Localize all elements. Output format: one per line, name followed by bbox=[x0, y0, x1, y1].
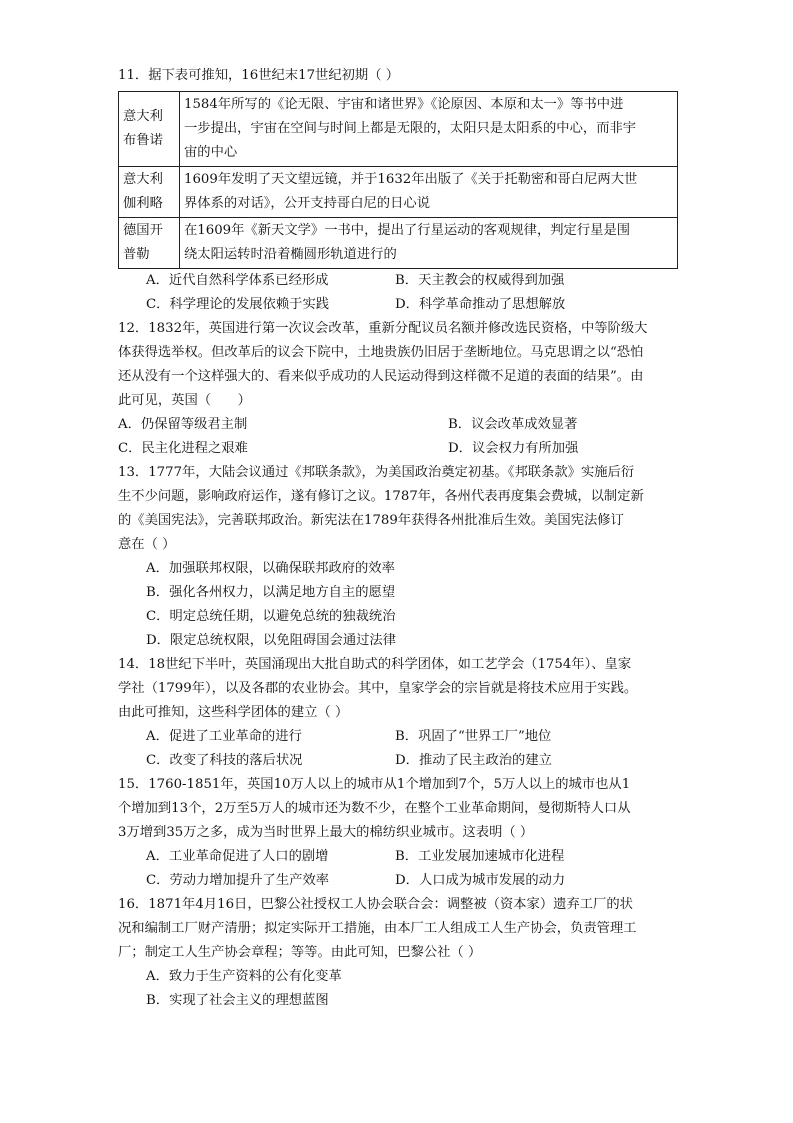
question-13 bbox=[118, 461, 678, 653]
option-b[interactable]: B．天主教会的权威得到加强 bbox=[395, 273, 565, 288]
option-c[interactable]: C．民主化进程之艰难 bbox=[118, 441, 248, 456]
option-a[interactable]: A．加强联邦权限，以确保联邦政府的效率 bbox=[146, 561, 395, 576]
question-stem: 11．据下表可推知，16世纪末17世纪初期（ ） bbox=[118, 68, 400, 83]
table-cell-description: 1609年发明了天文望远镜，并于1632年出版了《关于托勒密和哥白尼两大世 界体系的对话》，公开支持哥白尼的日心说 bbox=[180, 167, 678, 218]
option-d[interactable]: D．议会权力有所加强 bbox=[448, 441, 579, 456]
question-text-line: 意在（ ） bbox=[118, 537, 176, 552]
table-row bbox=[119, 167, 678, 218]
question-text-line: 生不少问题，影响政府运作，遂有修订之议。1787年，各州代表再度集会费城，以制定新 bbox=[118, 489, 644, 504]
table-cell-description: 1584年所写的《论无限、宇宙和诸世界》《论原因、本原和太一》等书中进 一步提出，宇宙在空间与时间上都是无限的，太阳只是太阳系的中心，而非宇 宙的中心 bbox=[180, 92, 678, 167]
question-text-line: 由此可推知，这些科学团体的建立（ ） bbox=[118, 705, 349, 720]
option-a[interactable]: A．仍保留等级君主制 bbox=[118, 417, 248, 432]
exam-page bbox=[118, 64, 678, 1013]
option-b[interactable]: B．工业发展加速城市化进程 bbox=[395, 849, 565, 864]
table-cell-description: 在1609年《新天文学》一书中，提出了行星运动的客观规律，判定行星是围 绕太阳运转时沿着椭圆形轨道进行的 bbox=[180, 218, 678, 269]
question-text-line: 3万增到35万之多，成为当时世界上最大的棉纺织业城市。这表明（ ） bbox=[118, 825, 534, 840]
option-row bbox=[118, 269, 678, 293]
option-row bbox=[118, 293, 678, 317]
question-text-line: 12．1832年，英国进行第一次议会改革，重新分配议员名额并修改选民资格，中等阶级大 bbox=[118, 321, 648, 336]
option-b[interactable]: B．实现了社会主义的理想蓝图 bbox=[146, 993, 329, 1008]
option-row bbox=[118, 869, 678, 893]
table-row bbox=[119, 218, 678, 269]
q11-table bbox=[118, 91, 678, 269]
table-row bbox=[119, 92, 678, 167]
question-text-line: 的《美国宪法》，完善联邦政治。新宪法在1789年获得各州批准后生效。美国宪法修订 bbox=[118, 513, 624, 528]
option-c[interactable]: C．改变了科技的落后状况 bbox=[146, 753, 303, 768]
option-d[interactable]: D．推动了民主政治的建立 bbox=[395, 753, 552, 768]
question-text-line: 个增加到13个，2万至5万人的城市还为数不少，在整个工业革命期间，曼彻斯特人口从 bbox=[118, 801, 631, 816]
question-text-line: 14．18世纪下半叶，英国涌现出大批自助式的科学团体，如工艺学会（1754年）、皇家 bbox=[118, 657, 632, 672]
question-text-line: 还从没有一个这样强大的、看来似乎成功的人民运动得到这样微不足道的表面的结果”。由 bbox=[118, 369, 644, 384]
question-text-line: 15．1760-1851年，英国10万人以上的城市从1个增加到7个，5万人以上的城市也从1 bbox=[118, 777, 631, 792]
option-row bbox=[118, 845, 678, 869]
option-d[interactable]: D．人口成为城市发展的动力 bbox=[395, 873, 566, 888]
option-a[interactable]: A．致力于生产资料的公有化变革 bbox=[146, 969, 342, 984]
question-14 bbox=[118, 653, 678, 773]
option-b[interactable]: B．强化各州权力，以满足地方自主的愿望 bbox=[146, 585, 396, 600]
question-text-line: 况和编制工厂财产清册；拟定实际开工措施，由本厂工人组成工人生产协会，负责管理工 bbox=[118, 921, 637, 936]
question-12 bbox=[118, 317, 678, 461]
option-a[interactable]: A．促进了工业革命的进行 bbox=[146, 729, 302, 744]
question-15 bbox=[118, 773, 678, 893]
question-16 bbox=[118, 893, 678, 1013]
option-row bbox=[118, 749, 678, 773]
option-row bbox=[118, 437, 678, 461]
option-b[interactable]: B．议会改革成效显著 bbox=[448, 417, 578, 432]
option-row bbox=[118, 725, 678, 749]
option-a[interactable]: A．工业革命促进了人口的剧增 bbox=[146, 849, 329, 864]
option-d[interactable]: D．科学革命推动了思想解放 bbox=[395, 297, 566, 312]
option-d[interactable]: D．限定总统权限，以免阻碍国会通过法律 bbox=[146, 633, 397, 648]
option-row bbox=[118, 413, 678, 437]
table-cell-person: 德国开 普勒 bbox=[119, 218, 180, 269]
option-b[interactable]: B．巩固了“世界工厂”地位 bbox=[395, 729, 552, 744]
question-text-line: 体获得选举权。但改革后的议会下院中，土地贵族仍旧居于垄断地位。马克思谓之以“恐怕 bbox=[118, 345, 644, 360]
table-cell-person: 意大利 伽利略 bbox=[119, 167, 180, 218]
question-text-line: 学社（1799年），以及各郡的农业协会。其中，皇家学会的宗旨就是将技术应用于实践。 bbox=[118, 681, 638, 696]
option-a[interactable]: A．近代自然科学体系已经形成 bbox=[146, 273, 329, 288]
option-c[interactable]: C．科学理论的发展依赖于实践 bbox=[146, 297, 330, 312]
question-text-line: 13．1777年，大陆会议通过《邦联条款》，为美国政治奠定初基。《邦联条款》实施后衍 bbox=[118, 465, 635, 480]
option-c[interactable]: C．明定总统任期，以避免总统的独裁统治 bbox=[146, 609, 396, 624]
option-c[interactable]: C．劳动力增加提升了生产效率 bbox=[146, 873, 330, 888]
question-text-line: 厂；制定工人生产协会章程；等等。由此可知，巴黎公社（ ） bbox=[118, 945, 482, 960]
table-cell-person: 意大利 布鲁诺 bbox=[119, 92, 180, 167]
question-11 bbox=[118, 64, 678, 317]
question-text-line: 16．1871年4月16日，巴黎公社授权工人协会联合会：调整被（资本家）遗弃工厂的状 bbox=[118, 897, 633, 912]
question-text-line: 此可见，英国（ ） bbox=[118, 393, 251, 408]
